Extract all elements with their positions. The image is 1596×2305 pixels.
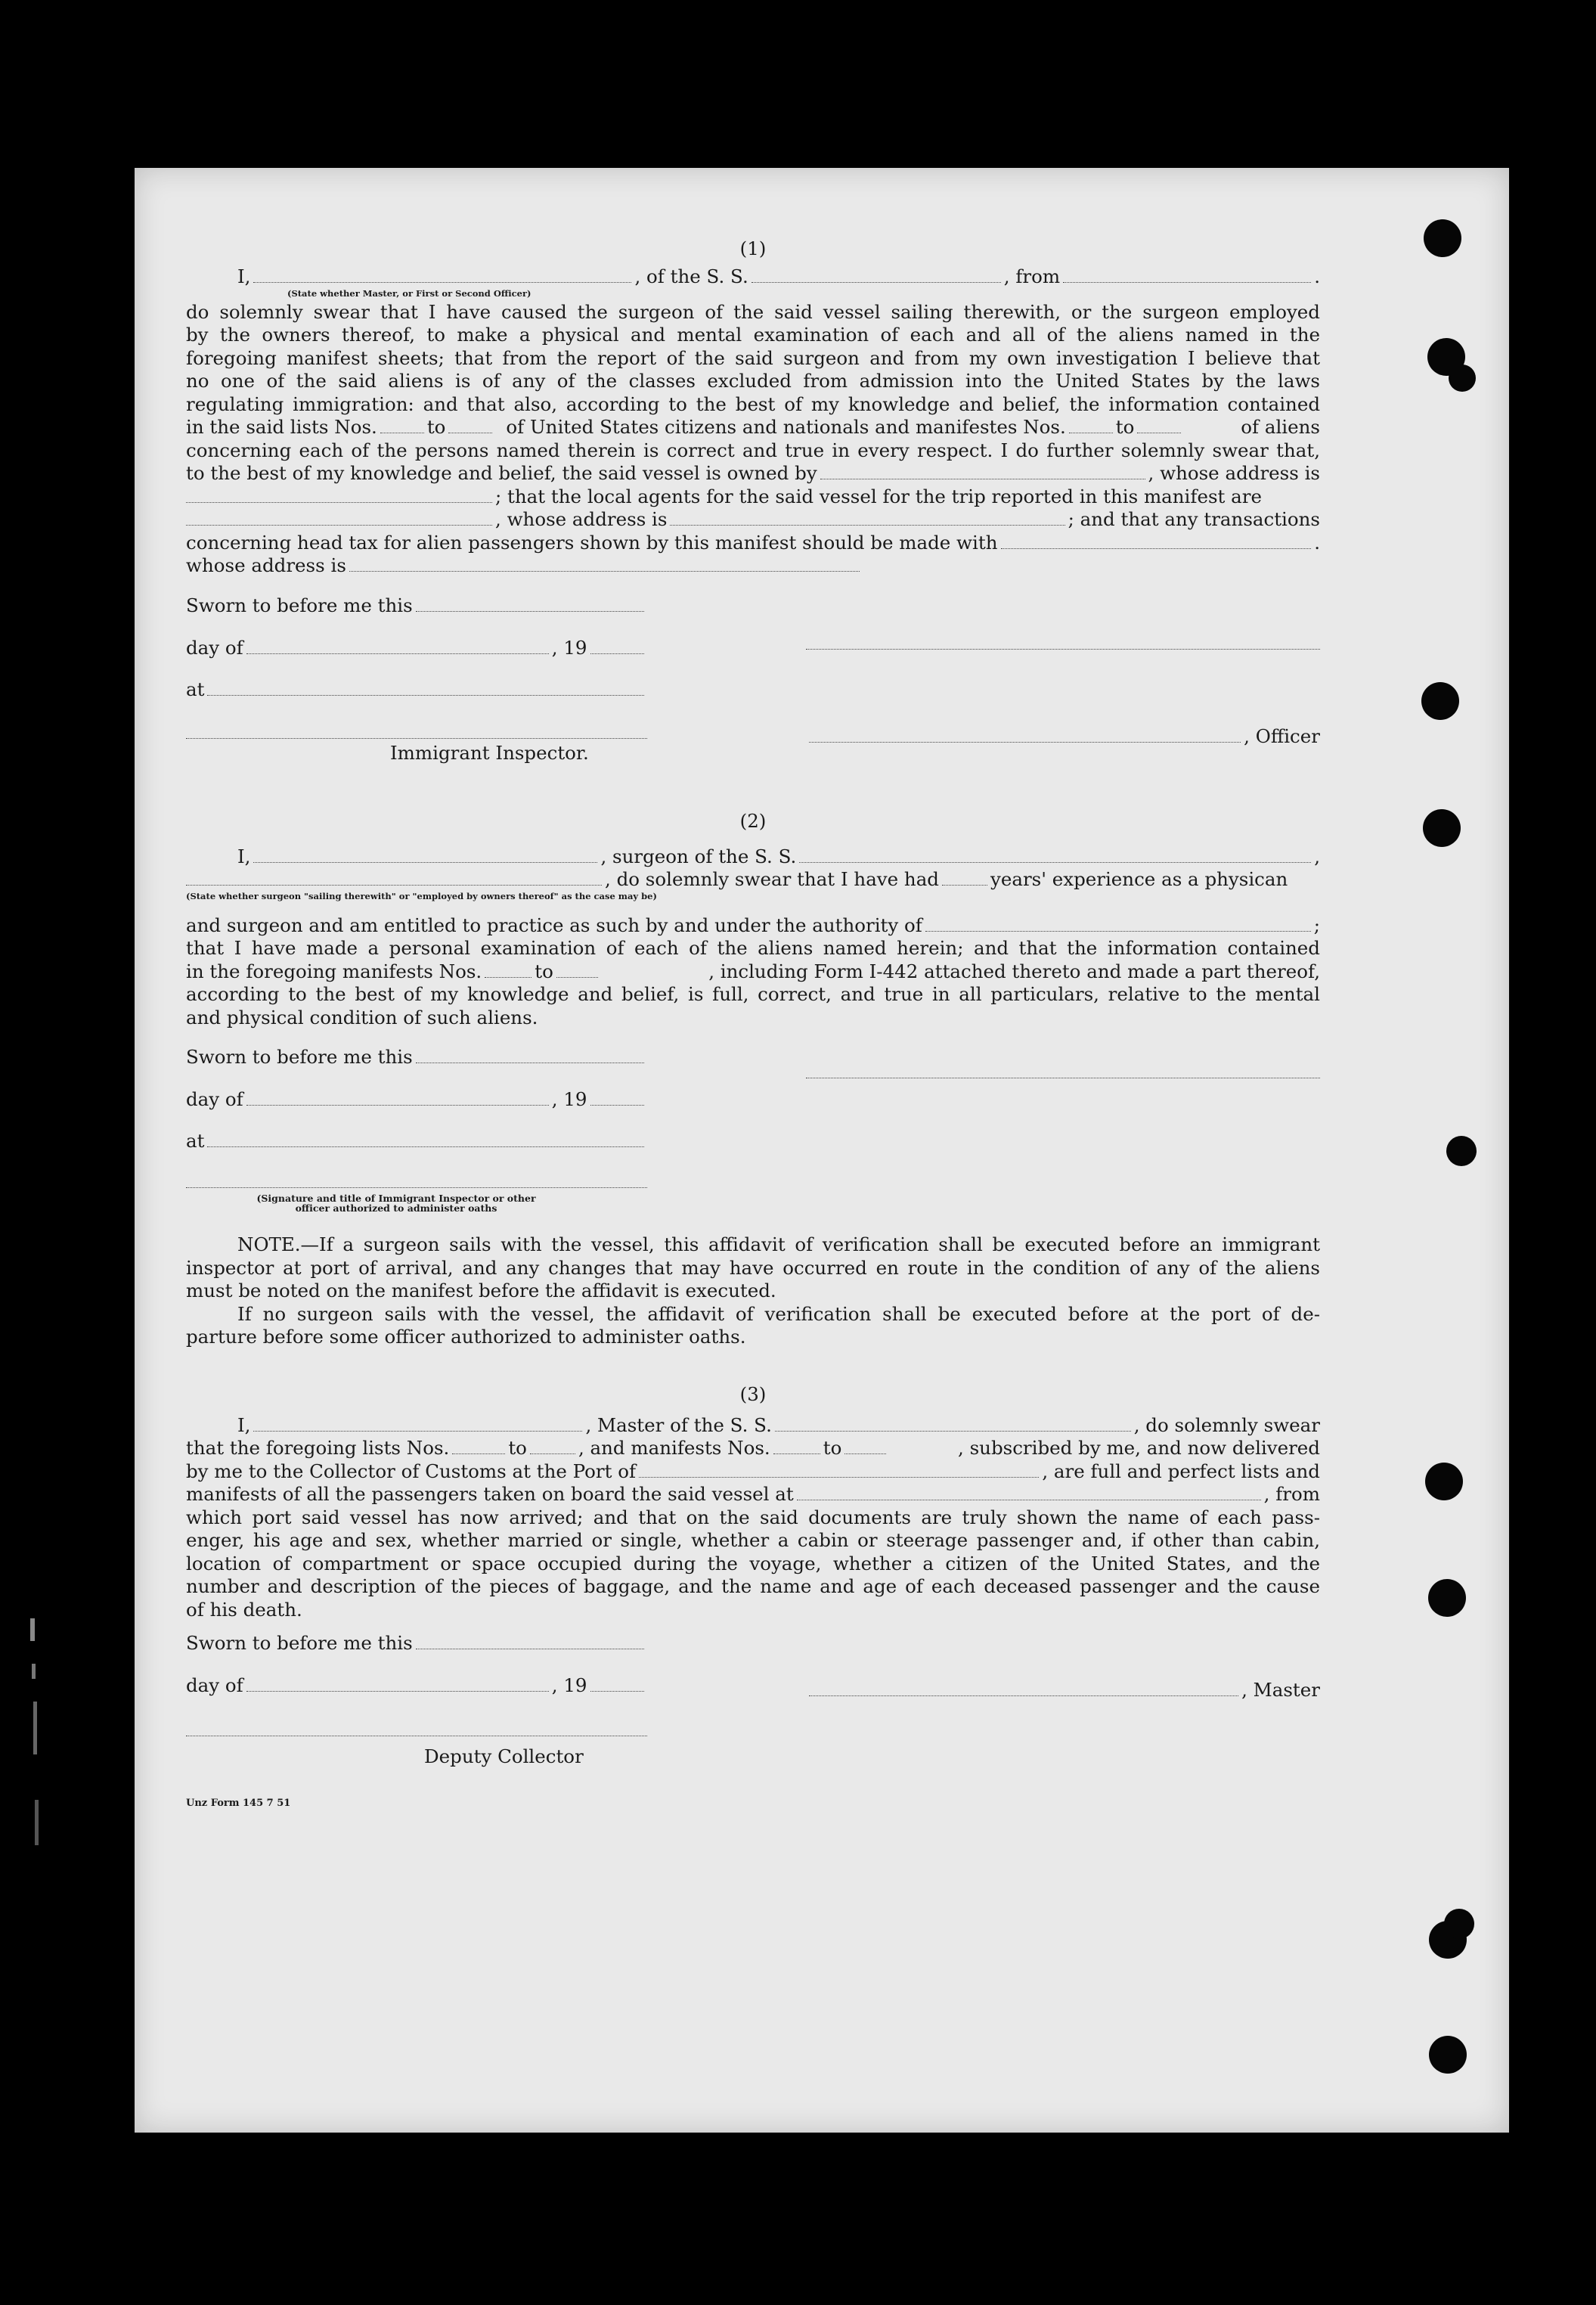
s1-manifest-from-field[interactable]	[1069, 417, 1113, 433]
s2-text: I,	[237, 845, 251, 867]
s3-body-line: which port said vessel has now arrived; and that on the said documents are truly shown the name of each pass-	[186, 1506, 1320, 1528]
s1-text: , Officer	[1244, 724, 1320, 747]
s3-text: , and manifests Nos.	[578, 1437, 770, 1459]
s3-text: I,	[237, 1413, 251, 1436]
s2-note-block	[186, 1233, 1320, 1349]
s3-year-field[interactable]	[590, 1676, 644, 1692]
s1-day-field[interactable]	[246, 638, 549, 654]
s1-officer-signature-line[interactable]	[806, 649, 1320, 650]
s3-line-3	[186, 1460, 1320, 1484]
s3-line-1	[237, 1414, 1320, 1438]
s1-line-1	[237, 265, 1320, 289]
s3-body-line: enger, his age and sex, whether married or single, whether a cabin or steerage passenger and, if other than cabin,	[186, 1529, 1320, 1551]
punch-hole	[1423, 809, 1461, 847]
s1-signature-block	[186, 594, 1320, 791]
s1-at-field[interactable]	[207, 680, 644, 696]
s2-note-line: NOTE.—If a surgeon sails with the vessel, this affidavit of verification shall be executed before an immigrant	[237, 1233, 1320, 1255]
s3-text: to	[823, 1437, 842, 1459]
s2-years-field[interactable]	[942, 870, 987, 886]
s1-body	[186, 301, 1320, 417]
s2-authority-field[interactable]	[925, 916, 1311, 932]
s1-address-line	[186, 554, 1320, 578]
s1-at-line	[186, 678, 647, 702]
s1-text: ; that the local agents for the said vessel for the trip reported in this manifest are	[495, 485, 1262, 507]
section-1-number: (1)	[739, 237, 767, 259]
form-content	[186, 232, 1320, 1816]
s2-year-field[interactable]	[590, 1090, 644, 1106]
edge-mark	[32, 1664, 36, 1679]
s1-body-line: foregoing manifest sheets; that from the report of the said surgeon and from my own investigation I believe that	[186, 346, 1320, 369]
s1-inspector-label: Immigrant Inspector.	[390, 741, 589, 764]
s3-body-line: of his death.	[186, 1598, 302, 1621]
s2-body-line: according to the best of my knowledge and belief, is full, correct, and true in all particulars, relative to the mental	[186, 983, 1320, 1005]
punch-hole	[1421, 682, 1459, 720]
s1-officer-line	[806, 725, 1320, 749]
s3-text: day of	[186, 1674, 243, 1696]
s1-text: concerning head tax for alien passengers shown by this manifest should be made with	[186, 531, 998, 554]
s2-at-field[interactable]	[207, 1131, 644, 1147]
s1-year-field[interactable]	[590, 638, 644, 654]
s1-text: to the best of my knowledge and belief, the said vessel is owned by	[186, 462, 817, 484]
s2-text: and surgeon and am entitled to practice as such by and under the authority of	[186, 914, 922, 936]
s1-text: ; and that any transactions	[1068, 508, 1320, 530]
s2-text: , including Form I-442 attached thereto and made a part thereof,	[708, 960, 1320, 982]
s2-note-line: If no surgeon sails with the vessel, the affidavit of verification shall be executed before at the port of de-	[237, 1302, 1320, 1325]
s2-day-field[interactable]	[246, 1090, 549, 1106]
s2-note-line: inspector at port of arrival, and any changes that may have occurred en route in the condition of any of the aliens	[186, 1256, 1320, 1279]
s3-manifest-to-field[interactable]	[844, 1438, 886, 1454]
s3-body	[186, 1506, 1320, 1622]
s1-note: (State whether Master, or First or Second Officer)	[287, 287, 531, 299]
s1-body-line: concerning each of the persons named therein is correct and true in every respect. I do further solemnly swear that,	[186, 439, 1320, 461]
edge-mark	[33, 1702, 37, 1754]
s1-text: I,	[237, 265, 251, 287]
edge-mark	[35, 1800, 39, 1845]
s1-text: at	[186, 678, 205, 700]
s3-signature-block	[186, 1632, 1320, 1798]
s2-vessel-field[interactable]	[799, 847, 1311, 863]
s2-note: (State whether surgeon "sailing therewith" or "employed by owners thereof" as the case may be)	[186, 890, 657, 901]
s3-master-name-field[interactable]	[253, 1416, 582, 1432]
s2-line-2	[186, 868, 1320, 892]
s1-text: , 19	[551, 636, 587, 659]
s3-day-field[interactable]	[246, 1676, 549, 1692]
s2-body-line: and physical condition of such aliens.	[186, 1006, 538, 1028]
s2-manifest-to-field[interactable]	[556, 962, 598, 978]
s1-officer-name-field[interactable]	[253, 267, 631, 283]
s1-sworn-field[interactable]	[416, 596, 644, 612]
s3-port-field[interactable]	[639, 1462, 1039, 1478]
s3-text: , Master	[1241, 1679, 1320, 1701]
s2-signature-note-line: (Signature and title of Immigrant Inspector or other	[256, 1193, 536, 1204]
s1-from-field[interactable]	[1063, 267, 1311, 283]
s1-text: in the said lists Nos.	[186, 416, 377, 438]
s1-text: .	[1314, 265, 1320, 287]
edge-mark	[30, 1618, 35, 1641]
s3-deputy-label: Deputy Collector	[424, 1745, 584, 1767]
s2-line-3	[186, 914, 1320, 938]
s1-body-line: do solemnly swear that I have caused the surgeon of the said vessel sailing therewith, or the surgeon employed	[186, 300, 1320, 323]
s2-text: to	[535, 960, 553, 982]
s1-inspector-signature-line[interactable]	[186, 738, 647, 739]
s1-text: , whose address is	[1148, 462, 1320, 484]
s1-manifest-to-field[interactable]	[1137, 417, 1181, 433]
s3-text: Sworn to before me this	[186, 1632, 413, 1654]
punch-hole	[1425, 1463, 1463, 1500]
s3-list-from-field[interactable]	[452, 1438, 505, 1454]
s3-embark-port-field[interactable]	[797, 1484, 1261, 1500]
s2-at-line	[186, 1130, 647, 1153]
punch-hole	[1444, 1909, 1474, 1939]
s2-line-5	[186, 960, 1320, 984]
s3-body-line: location of compartment or space occupied during the voyage, whether a citizen of the United States, and the	[186, 1552, 1320, 1574]
s3-sworn-field[interactable]	[416, 1633, 644, 1649]
punch-hole	[1449, 365, 1476, 392]
s1-text: , whose address is	[495, 508, 668, 530]
s1-agents-address-line	[186, 508, 1320, 532]
s3-text: manifests of all the passengers taken on board the said vessel at	[186, 1483, 794, 1505]
s1-officer-field[interactable]	[809, 727, 1241, 743]
s2-text: in the foregoing manifests Nos.	[186, 960, 482, 982]
section-3-number: (3)	[739, 1382, 767, 1405]
s1-list-to-field[interactable]	[448, 417, 492, 433]
s1-day-line	[186, 637, 647, 660]
punch-hole	[1428, 1579, 1466, 1617]
s1-text: Sworn to before me this	[186, 594, 413, 616]
s2-text: at	[186, 1130, 205, 1152]
s3-text: that the foregoing lists Nos.	[186, 1437, 450, 1459]
s2-text: , surgeon of the S. S.	[600, 845, 797, 867]
s1-text: to	[426, 416, 446, 438]
punch-hole	[1446, 1136, 1477, 1166]
s1-text: whose address is	[186, 554, 346, 576]
s1-sworn-line	[186, 594, 647, 618]
s1-lists-line	[186, 416, 1320, 439]
s3-text: to	[508, 1437, 527, 1459]
punch-hole	[1429, 2036, 1467, 2074]
s3-text: , Master of the S. S.	[585, 1413, 772, 1436]
document-page	[135, 168, 1509, 2133]
s2-text: day of	[186, 1088, 243, 1110]
s2-surgeon-name-field[interactable]	[253, 847, 597, 863]
s3-body-line: number and description of the pieces of baggage, and the name and age of each deceased passenger and the cause	[186, 1575, 1320, 1597]
s3-text: , are full and perfect lists and	[1042, 1460, 1320, 1482]
s1-text: of United States citizens and nationals and manifestes Nos.	[506, 416, 1066, 438]
s3-text: by me to the Collector of Customs at the Port of	[186, 1460, 637, 1482]
s1-agents-line	[186, 486, 1320, 509]
s2-text: , 19	[551, 1088, 587, 1110]
s1-text: to	[1115, 416, 1135, 438]
s1-headtax-address-field[interactable]	[349, 556, 860, 572]
s2-manifest-from-field[interactable]	[485, 962, 531, 978]
s1-text: , from	[1003, 265, 1061, 287]
s3-master-signature-field[interactable]	[809, 1680, 1238, 1696]
s1-owner-address-field[interactable]	[186, 487, 492, 503]
s2-note-line: parture before some officer authorized to administer oaths.	[186, 1326, 746, 1348]
s3-text: , 19	[551, 1674, 587, 1696]
s1-list-from-field[interactable]	[380, 417, 424, 433]
s3-text: , do solemnly swear	[1133, 1413, 1320, 1436]
s1-headtax-field[interactable]	[1001, 533, 1312, 549]
section-2-number: (2)	[739, 809, 767, 832]
s2-text: years' experience as a physican	[990, 868, 1288, 890]
s1-text: .	[1314, 531, 1320, 554]
s2-line-1	[237, 845, 1320, 869]
s3-line-4	[186, 1483, 1320, 1506]
s1-vessel-field[interactable]	[752, 267, 1001, 283]
s3-line-2	[186, 1437, 1320, 1460]
s3-text: , subscribed by me, and now delivered	[958, 1437, 1320, 1459]
s1-text: day of	[186, 636, 243, 659]
s2-text: ,	[1314, 845, 1320, 867]
s3-vessel-field[interactable]	[775, 1416, 1131, 1432]
s2-note-line: must be noted on the manifest before the affidavit is executed.	[186, 1280, 776, 1301]
punch-hole	[1424, 219, 1461, 257]
s2-signature-note	[245, 1193, 547, 1213]
s2-text: ;	[1313, 914, 1320, 936]
s1-text: of aliens	[1241, 416, 1320, 438]
s1-body-line: by the owners thereof, to make a physical and mental examination of each and all of the aliens named in the	[186, 324, 1320, 346]
s1-agents-field[interactable]	[186, 510, 492, 526]
s1-owner-field[interactable]	[820, 464, 1145, 479]
s2-text: Sworn to before me this	[186, 1046, 413, 1068]
s1-body-line: regulating immigration: and that also, according to the best of my knowledge and belief, the information contained	[186, 392, 1320, 415]
s1-body-line: no one of the said aliens is of any of the classes excluded from admission into the United States by the laws	[186, 370, 1320, 392]
s2-signature-block	[186, 1046, 1320, 1235]
s2-inspector-signature-line[interactable]	[186, 1187, 647, 1188]
s2-day-line	[186, 1088, 647, 1112]
s3-master-line	[806, 1679, 1320, 1702]
s3-text: , from	[1263, 1483, 1320, 1505]
s2-body-line: that I have made a personal examination of each of the aliens named herein; and that the information contained	[186, 937, 1320, 959]
s1-owner-line	[186, 462, 1320, 486]
s1-headtax-line	[186, 532, 1320, 555]
s2-sworn-line	[186, 1046, 647, 1069]
form-number: Unz Form 145 7 51	[186, 1798, 291, 1809]
s2-surgeon-type-field[interactable]	[186, 870, 602, 886]
s3-manifest-from-field[interactable]	[773, 1438, 820, 1454]
s3-day-line	[186, 1674, 647, 1698]
s2-signature-note-line: officer authorized to administer oaths	[295, 1202, 497, 1214]
s2-sworn-field[interactable]	[416, 1047, 644, 1063]
s3-sworn-line	[186, 1632, 647, 1655]
s1-text: , of the S. S.	[634, 265, 748, 287]
s1-agents-address-field[interactable]	[670, 510, 1065, 526]
s3-list-to-field[interactable]	[530, 1438, 575, 1454]
s2-text: , do solemnly swear that I have had	[605, 868, 939, 890]
